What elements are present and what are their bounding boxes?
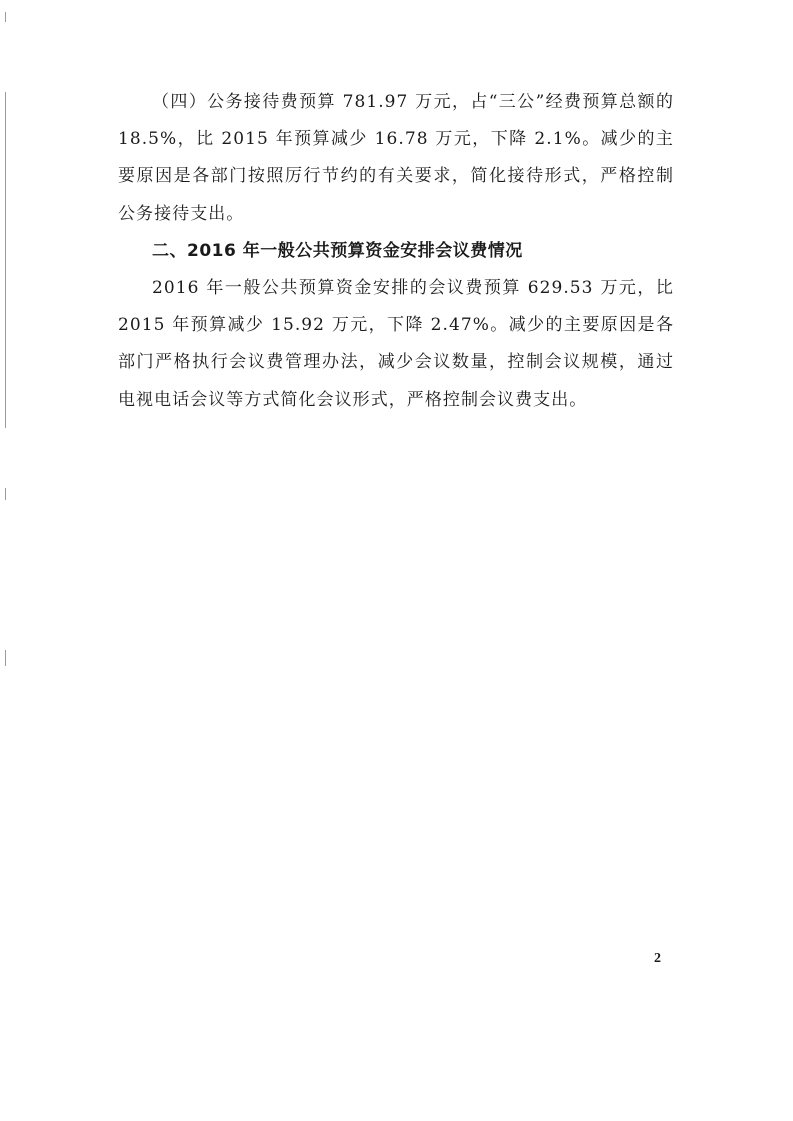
- scan-edge-mark: [5, 92, 6, 428]
- document-body: [118, 84, 674, 419]
- paragraph-reception-budget: （四）公务接待费预算 781.97 万元，占“三公”经费预算总额的 18.5%，比 2015 年预算减少 16.78 万元，下降 2.1%。减少的主要原因是各部门按照厉行节约的有关要求，简化接待形式，严格控制公务接待支出。: [118, 92, 674, 224]
- section-heading-meeting-fees: 二、2016 年一般公共预算资金安排会议费情况: [152, 240, 523, 261]
- scan-edge-mark: [5, 650, 6, 666]
- scan-edge-mark: [5, 488, 6, 500]
- scan-edge-mark: [5, 12, 6, 22]
- paragraph-meeting-budget: 2016 年一般公共预算资金安排的会议费预算 629.53 万元，比 2015 年预算减少 15.92 万元，下降 2.47%。减少的主要原因是各部门严格执行会议费管理办法，减少会议数量，控制会议规模，通过电视电话会议等方式简化会议形式，严格控制会议费支出。: [118, 278, 674, 410]
- page-number: 2: [654, 951, 661, 966]
